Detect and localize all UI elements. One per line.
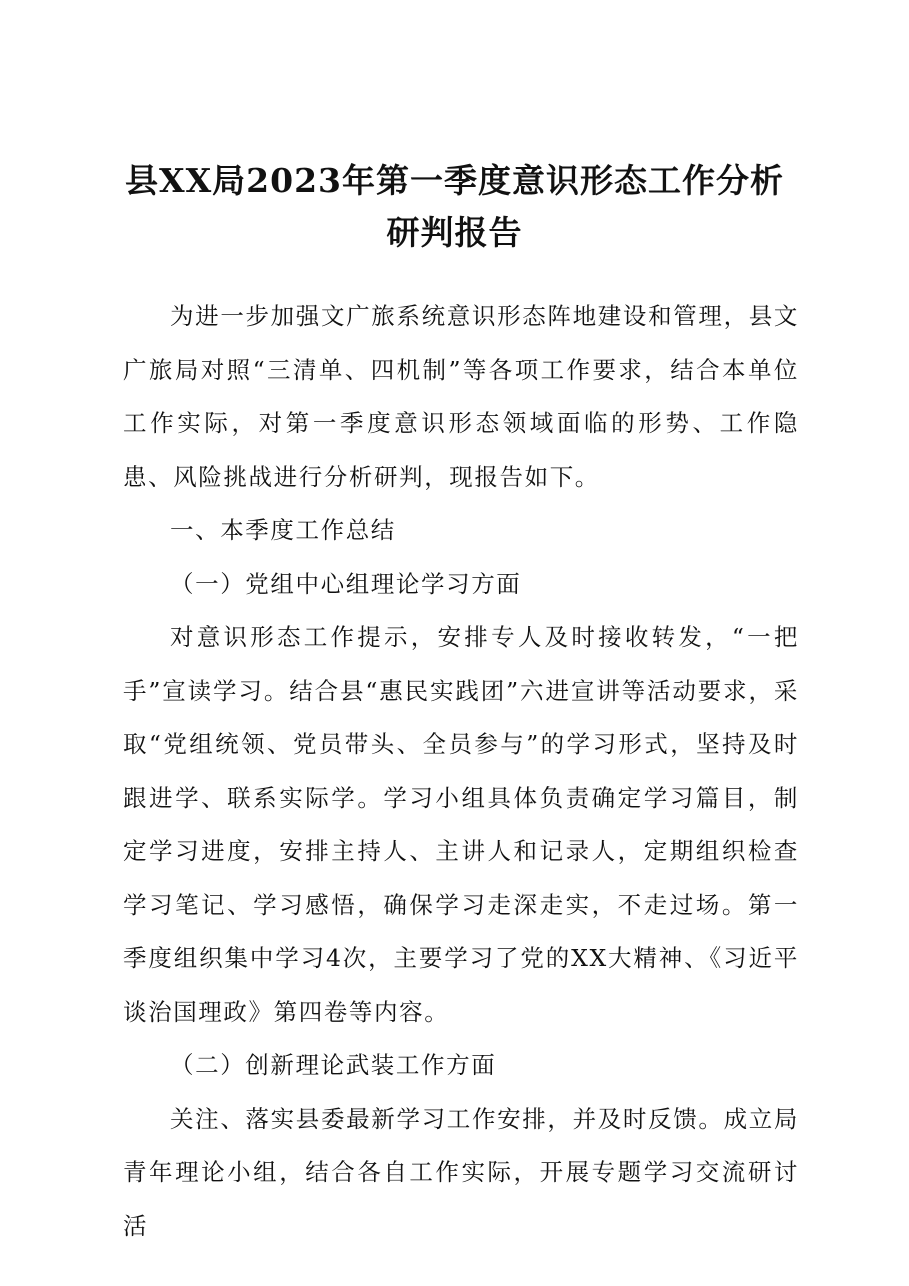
- document-title: 县XX局2023年第一季度意识形态工作分析研判报告: [124, 161, 785, 252]
- subsection-heading-1: （一）党组中心组理论学习方面: [170, 569, 522, 598]
- section-heading-1: 一、本季度工作总结: [170, 516, 396, 544]
- document-body: [123, 290, 799, 1253]
- subsection-1-paragraph: 对意识形态工作提示，安排专人及时接收转发，“一把手”宣读学习。结合县“惠民实践团”六进宣讲等活动要求，采取“党组统领、党员带头、全员参与”的学习形式，坚持及时跟进学、联系实际学。学习小组具体负责确定学习篇目，制定学习进度，安排主持人、主讲人和记录人，定期组织检查学习笔记、学习感悟，确保学习走深走实，不走过场。第一季度组织集中学习4次，主要学习了党的XX大精神、《习近平谈治国理政》第四卷等内容。: [123, 623, 799, 1026]
- subsection-2-paragraph: 关注、落实县委最新学习工作安排，并及时反馈。成立局青年理论小组，结合各自工作实际，开展专题学习交流研讨活: [123, 1104, 799, 1240]
- intro-paragraph: 为进一步加强文广旅系统意识形态阵地建设和管理，县文广旅局对照“三清单、四机制”等各项工作要求，结合本单位工作实际，对第一季度意识形态领域面临的形势、工作隐患、风险挑战进行分析研判，现报告如下。: [123, 302, 799, 491]
- subsection-heading-2: （二）创新理论武装工作方面: [170, 1051, 497, 1079]
